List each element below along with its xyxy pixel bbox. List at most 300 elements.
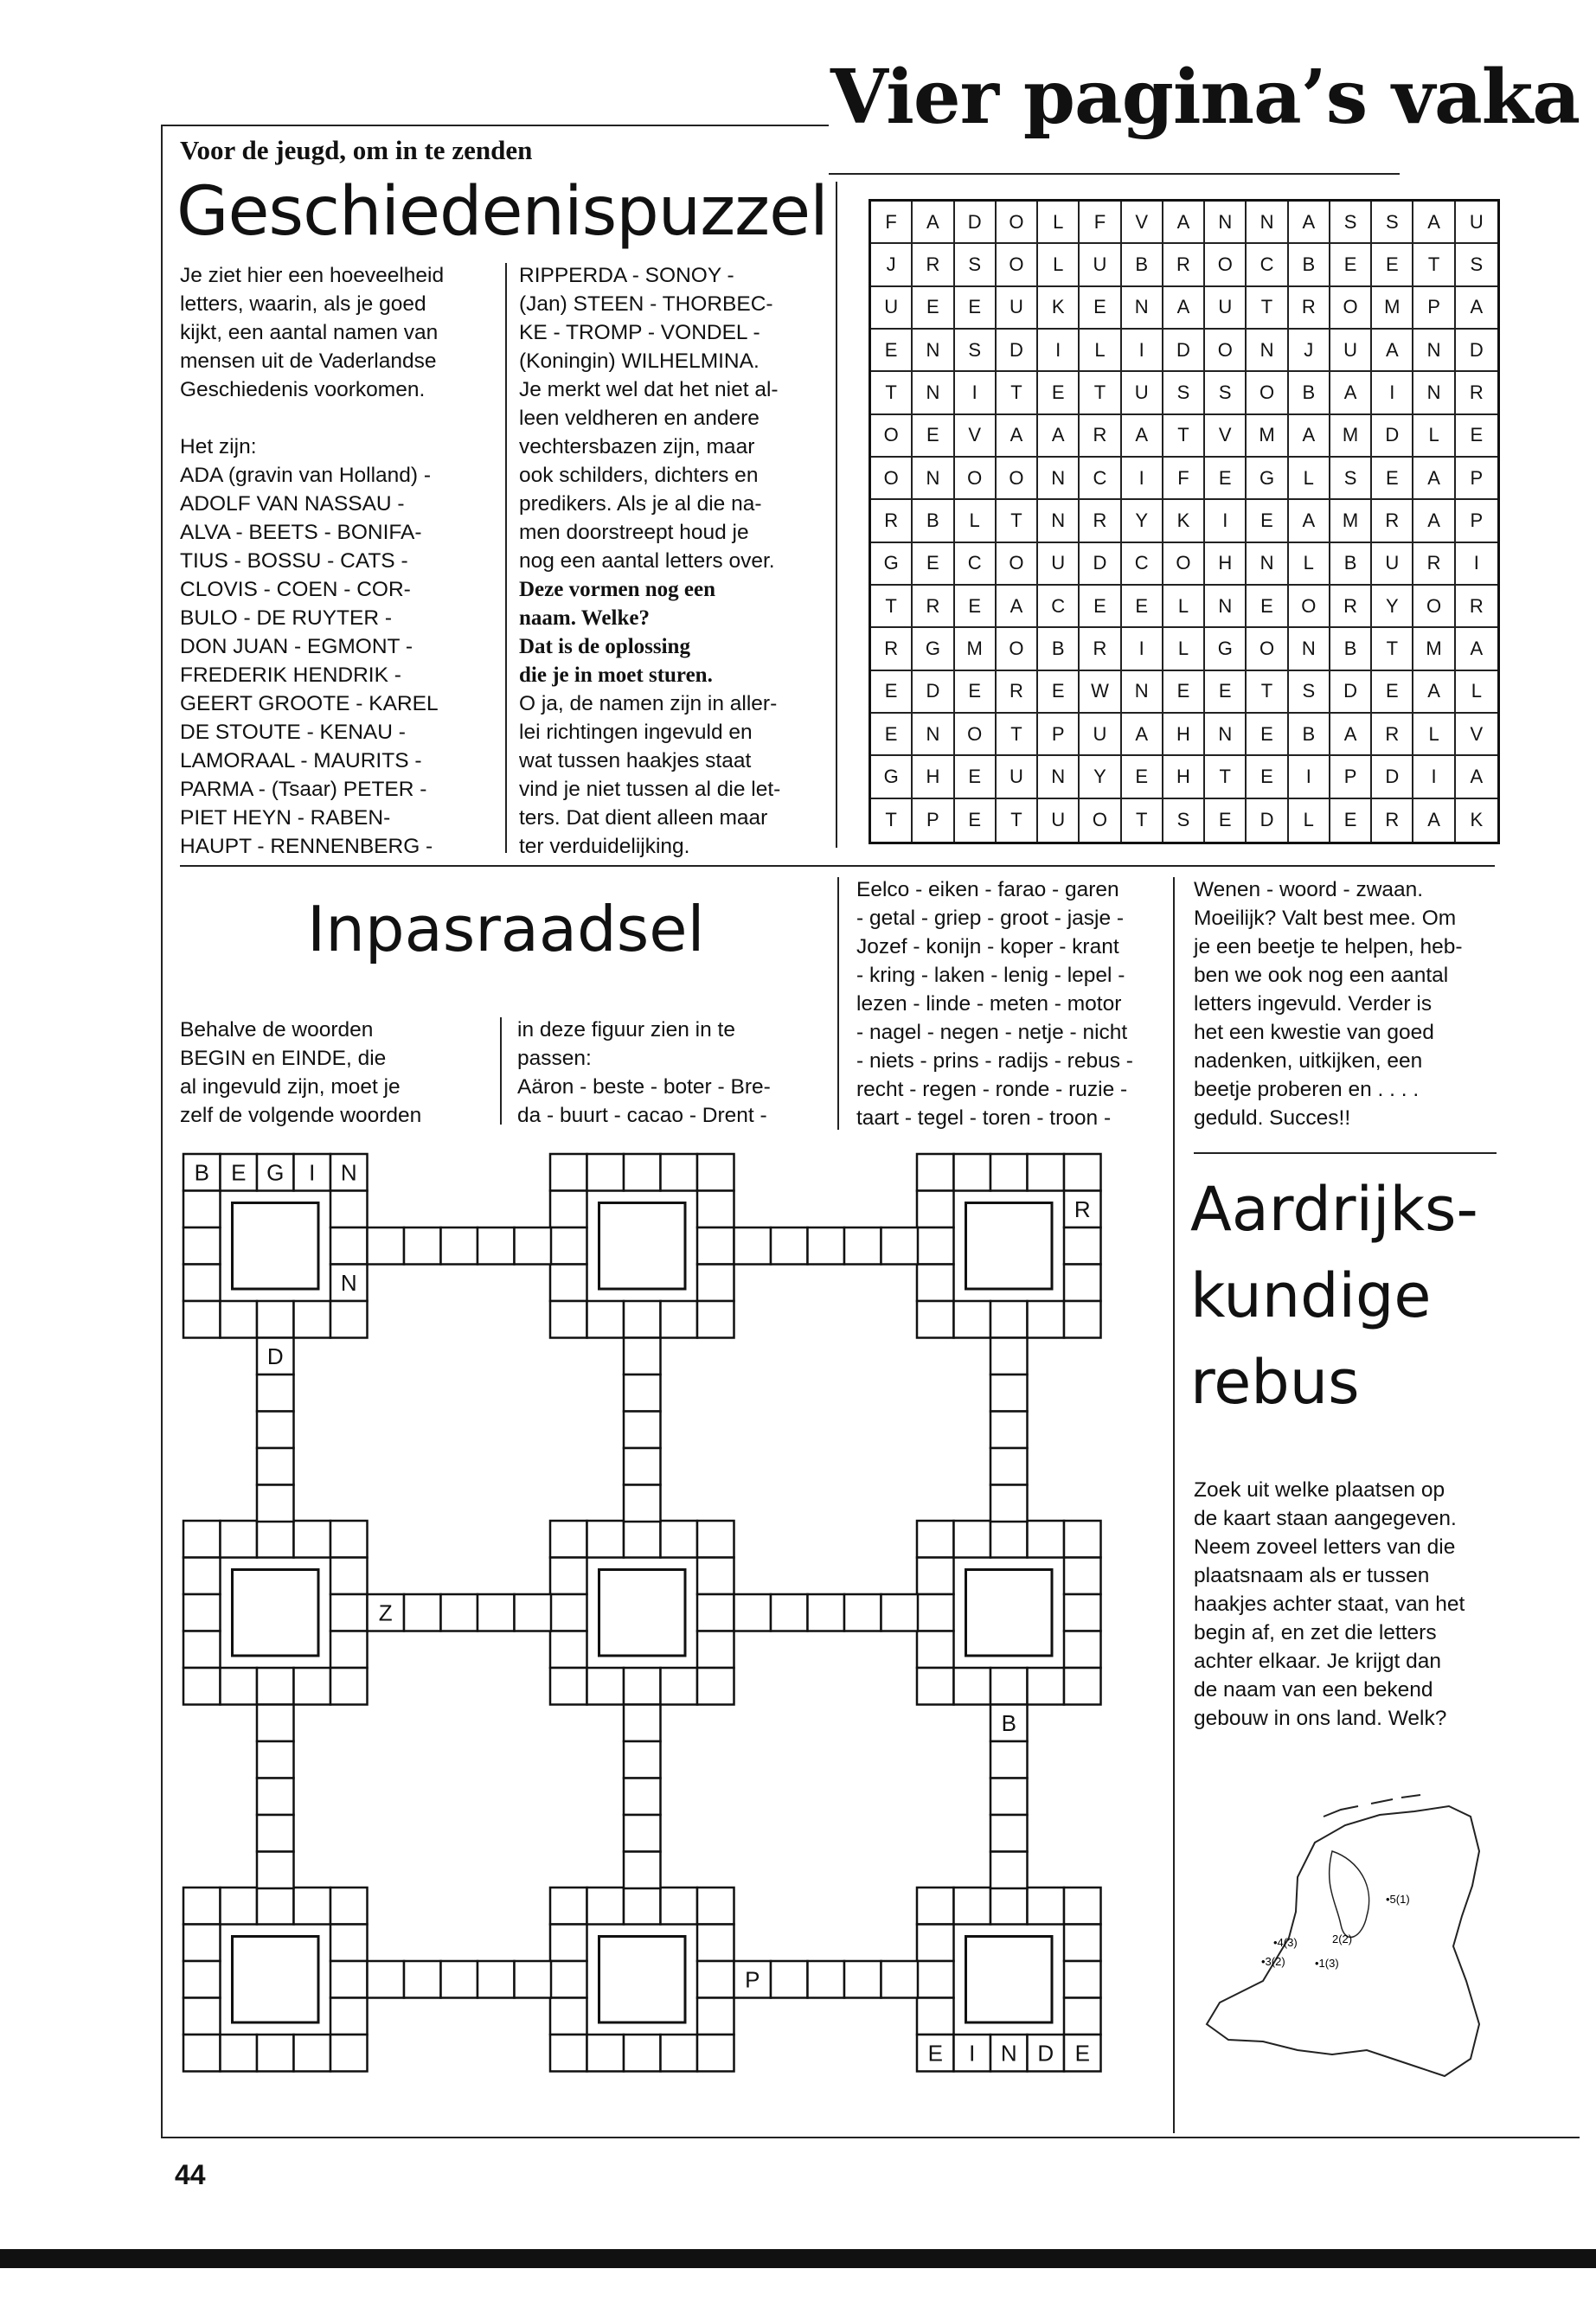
word-search-cell: A bbox=[1413, 458, 1455, 500]
crossword-cell[interactable] bbox=[624, 1485, 661, 1522]
crossword-cell[interactable] bbox=[478, 1961, 515, 1998]
crossword-cell[interactable] bbox=[1064, 1521, 1101, 1558]
word-search-cell: G bbox=[913, 628, 954, 670]
word-search-cell: S bbox=[955, 330, 997, 372]
crossword-cell[interactable] bbox=[550, 1594, 587, 1631]
crossword-letter: R bbox=[1074, 1195, 1091, 1222]
word-search-cell: N bbox=[1038, 756, 1080, 798]
crossword-cell[interactable] bbox=[808, 1227, 845, 1265]
crossword-cell[interactable] bbox=[330, 1558, 368, 1595]
word-search-cell: A bbox=[1330, 714, 1372, 756]
crossword-cell[interactable] bbox=[550, 1998, 587, 2035]
crossword-cell[interactable] bbox=[550, 1191, 587, 1228]
word-search-cell: A bbox=[997, 415, 1038, 458]
text-line: FREDERIK HENDRIK - bbox=[180, 663, 401, 687]
crossword-cell[interactable] bbox=[257, 1815, 294, 1852]
word-search-cell: T bbox=[997, 799, 1038, 842]
crossword-cell[interactable] bbox=[661, 2035, 698, 2072]
crossword-cell[interactable] bbox=[917, 1301, 954, 1338]
word-search-cell: N bbox=[1205, 586, 1247, 628]
crossword-cell[interactable] bbox=[990, 1485, 1028, 1522]
crossword-cell[interactable] bbox=[917, 1594, 954, 1631]
crossword-cell[interactable] bbox=[330, 1998, 368, 2035]
crossword-cell[interactable] bbox=[478, 1594, 515, 1631]
crossword-cell[interactable] bbox=[697, 1961, 734, 1998]
crossword-cell[interactable] bbox=[257, 1705, 294, 1742]
word-search-cell: O bbox=[871, 458, 913, 500]
crossword-cell[interactable] bbox=[624, 1741, 661, 1779]
crossword-cell[interactable] bbox=[1064, 1888, 1101, 1925]
map-label: •4(3) bbox=[1273, 1936, 1298, 1949]
crossword-cell[interactable] bbox=[294, 2035, 331, 2072]
crossword-cell[interactable] bbox=[515, 1594, 552, 1631]
crossword-cell[interactable] bbox=[990, 1448, 1028, 1485]
crossword-cell[interactable] bbox=[990, 1888, 1028, 1925]
crossword-cell[interactable] bbox=[368, 1961, 405, 1998]
word-search-cell: R bbox=[1372, 799, 1413, 842]
crossword-cell[interactable] bbox=[550, 2035, 587, 2072]
crossword-cell[interactable] bbox=[697, 1191, 734, 1228]
word-search-cell: E bbox=[1163, 671, 1205, 714]
crossword-cell[interactable] bbox=[990, 1521, 1028, 1558]
crossword-block bbox=[599, 1203, 686, 1290]
crossword-cell[interactable] bbox=[661, 1521, 698, 1558]
crossword-cell[interactable] bbox=[624, 1338, 661, 1375]
crossword-cell[interactable] bbox=[697, 1521, 734, 1558]
crossword-cell[interactable] bbox=[183, 1925, 221, 1962]
word-search-cell: G bbox=[1205, 628, 1247, 670]
crossword-cell[interactable] bbox=[550, 1925, 587, 1962]
crossword-cell[interactable] bbox=[771, 1594, 808, 1631]
crossword-cell[interactable] bbox=[550, 1227, 587, 1265]
crossword-cell[interactable] bbox=[624, 1301, 661, 1338]
text-line: Je ziet hier een hoeveelheid bbox=[180, 264, 445, 287]
crossword-cell[interactable] bbox=[697, 1558, 734, 1595]
crossword-cell[interactable] bbox=[550, 1154, 587, 1191]
crossword-cell[interactable] bbox=[990, 1741, 1028, 1779]
crossword-cell[interactable] bbox=[257, 1448, 294, 1485]
word-search-cell: U bbox=[1205, 287, 1247, 330]
crossword-cell[interactable] bbox=[441, 1227, 478, 1265]
rebus-body bbox=[1194, 1476, 1497, 1733]
crossword-cell[interactable] bbox=[330, 1961, 368, 1998]
word-search-cell: O bbox=[1205, 330, 1247, 372]
word-search-cell: S bbox=[1456, 244, 1497, 286]
crossword-letter: P bbox=[745, 1966, 760, 1993]
crossword-cell[interactable] bbox=[221, 1301, 258, 1338]
word-search-cell: R bbox=[1456, 372, 1497, 414]
crossword-cell[interactable] bbox=[624, 1705, 661, 1742]
crossword-cell[interactable] bbox=[990, 1815, 1028, 1852]
word-search-cell: T bbox=[871, 372, 913, 414]
word-search-cell: V bbox=[955, 415, 997, 458]
crossword-cell[interactable] bbox=[844, 1227, 881, 1265]
crossword-cell[interactable] bbox=[990, 1301, 1028, 1338]
crossword-cell[interactable] bbox=[330, 2035, 368, 2072]
crossword-cell[interactable] bbox=[1064, 1154, 1101, 1191]
crossword-cell[interactable] bbox=[257, 1412, 294, 1449]
crossword-cell[interactable] bbox=[1064, 1631, 1101, 1669]
crossword-cell[interactable] bbox=[221, 2035, 258, 2072]
word-search-cell: E bbox=[1038, 372, 1080, 414]
word-search-cell: L bbox=[1163, 628, 1205, 670]
crossword-cell[interactable] bbox=[587, 2035, 625, 2072]
crossword-cell[interactable] bbox=[881, 1961, 919, 1998]
crossword-cell[interactable] bbox=[624, 1448, 661, 1485]
crossword-cell[interactable] bbox=[294, 1888, 331, 1925]
crossword-cell[interactable] bbox=[697, 1594, 734, 1631]
crossword-cell[interactable] bbox=[697, 1265, 734, 1302]
crossword-cell[interactable] bbox=[183, 1227, 221, 1265]
word-search-cell: E bbox=[913, 543, 954, 586]
text-line: Het zijn: bbox=[180, 435, 257, 458]
crossword-cell[interactable] bbox=[221, 1668, 258, 1705]
crossword-cell[interactable] bbox=[404, 1594, 441, 1631]
crossword-cell[interactable] bbox=[917, 1265, 954, 1302]
crossword-letter: B bbox=[1001, 1709, 1016, 1736]
word-search-cell: E bbox=[913, 287, 954, 330]
crossword-letter: I bbox=[969, 2040, 976, 2067]
crossword-cell[interactable] bbox=[257, 1668, 294, 1705]
word-search-cell: O bbox=[1330, 287, 1372, 330]
word-search-cell: O bbox=[1163, 543, 1205, 586]
word-search-cell: A bbox=[1372, 330, 1413, 372]
crossword-cell[interactable] bbox=[257, 1852, 294, 1889]
word-search-cell: A bbox=[1289, 202, 1330, 244]
crossword-cell[interactable] bbox=[257, 2035, 294, 2072]
crossword-cell[interactable] bbox=[478, 1227, 515, 1265]
crossword-cell[interactable] bbox=[1064, 1925, 1101, 1962]
crossword-cell[interactable] bbox=[990, 1668, 1028, 1705]
crossword-cell[interactable] bbox=[1064, 1961, 1101, 1998]
crossword-cell[interactable] bbox=[954, 1888, 991, 1925]
crossword-cell[interactable] bbox=[697, 1998, 734, 2035]
text-line: RIPPERDA - SONOY - bbox=[519, 264, 734, 287]
crossword-cell[interactable] bbox=[1064, 1998, 1101, 2035]
crossword-cell[interactable] bbox=[550, 1961, 587, 1998]
word-search-cell: H bbox=[1163, 756, 1205, 798]
crossword-cell[interactable] bbox=[917, 1925, 954, 1962]
crossword-block bbox=[966, 1570, 1053, 1657]
crossword-cell[interactable] bbox=[550, 1265, 587, 1302]
crossword-cell[interactable] bbox=[257, 1779, 294, 1816]
crossword-cell[interactable] bbox=[221, 1521, 258, 1558]
word-search-cell: F bbox=[1080, 202, 1121, 244]
crossword-cell[interactable] bbox=[917, 1631, 954, 1669]
crossword-cell[interactable] bbox=[183, 1961, 221, 1998]
crossword-cell[interactable] bbox=[697, 1925, 734, 1962]
crossword-cell[interactable] bbox=[624, 1888, 661, 1925]
text-line: Zoek uit welke plaatsen op bbox=[1194, 1478, 1445, 1502]
text-line: plaatsnaam als er tussen bbox=[1194, 1564, 1430, 1587]
crossword-cell[interactable] bbox=[661, 1668, 698, 1705]
crossword-cell[interactable] bbox=[734, 1594, 772, 1631]
crossword-cell[interactable] bbox=[550, 1888, 587, 1925]
crossword-cell[interactable] bbox=[881, 1594, 919, 1631]
crossword-cell[interactable] bbox=[330, 1631, 368, 1669]
crossword-cell[interactable] bbox=[1064, 1558, 1101, 1595]
text-line: nadenken, uitkijken, een bbox=[1194, 1049, 1423, 1073]
crossword-cell[interactable] bbox=[990, 1852, 1028, 1889]
word-search-cell: H bbox=[1205, 543, 1247, 586]
crossword-cell[interactable] bbox=[183, 1668, 221, 1705]
crossword-cell[interactable] bbox=[624, 1154, 661, 1191]
crossword-cell[interactable] bbox=[550, 1301, 587, 1338]
word-search-cell: R bbox=[1413, 543, 1455, 586]
word-search-cell: U bbox=[1080, 714, 1121, 756]
crossword-cell[interactable] bbox=[697, 1154, 734, 1191]
crossword-cell[interactable] bbox=[587, 1521, 625, 1558]
crossword-cell[interactable] bbox=[697, 2035, 734, 2072]
word-search-cell: N bbox=[1247, 543, 1288, 586]
text-line: lei richtingen ingevuld en bbox=[519, 721, 753, 744]
text-line: Deze vormen nog een bbox=[519, 578, 716, 601]
text-line: Geschiedenis voorkomen. bbox=[180, 378, 426, 401]
text-line: ALVA - BEETS - BONIFA- bbox=[180, 521, 422, 544]
crossword-cell[interactable] bbox=[954, 1154, 991, 1191]
crossword-block bbox=[599, 1570, 686, 1657]
crossword-cell[interactable] bbox=[624, 2035, 661, 2072]
crossword-cell[interactable] bbox=[368, 1227, 405, 1265]
crossword-cell[interactable] bbox=[1064, 1265, 1101, 1302]
crossword-cell[interactable] bbox=[330, 1925, 368, 1962]
text-line: HAUPT - RENNENBERG - bbox=[180, 835, 433, 858]
crossword-cell[interactable] bbox=[990, 1154, 1028, 1191]
crossword-cell[interactable] bbox=[917, 1154, 954, 1191]
crossword-cell[interactable] bbox=[183, 1521, 221, 1558]
crossword-cell[interactable] bbox=[917, 1888, 954, 1925]
word-search-cell: I bbox=[1289, 756, 1330, 798]
crossword-cell[interactable] bbox=[183, 1558, 221, 1595]
word-search-cell: A bbox=[1413, 500, 1455, 542]
crossword-cell[interactable] bbox=[881, 1227, 919, 1265]
word-search-cell: I bbox=[1413, 756, 1455, 798]
crossword-cell[interactable] bbox=[808, 1594, 845, 1631]
crossword-cell[interactable] bbox=[257, 1485, 294, 1522]
geschiedenis-title: Geschiedenispuzzel bbox=[176, 173, 828, 251]
text-line: men doorstreept houd je bbox=[519, 521, 749, 544]
word-search-cell: E bbox=[1205, 671, 1247, 714]
word-search-cell: L bbox=[955, 500, 997, 542]
crossword-cell[interactable] bbox=[550, 1521, 587, 1558]
text-line: begin af, en zet die letters bbox=[1194, 1621, 1437, 1644]
word-search-cell: R bbox=[1330, 586, 1372, 628]
crossword-cell[interactable] bbox=[183, 1191, 221, 1228]
crossword-cell[interactable] bbox=[1064, 1668, 1101, 1705]
word-search-cell: N bbox=[1247, 202, 1288, 244]
word-search-cell: E bbox=[955, 671, 997, 714]
crossword-cell[interactable] bbox=[330, 1594, 368, 1631]
crossword-cell[interactable] bbox=[1028, 1154, 1065, 1191]
crossword-cell[interactable] bbox=[1064, 1301, 1101, 1338]
crossword-cell[interactable] bbox=[771, 1227, 808, 1265]
crossword-cell[interactable] bbox=[1028, 1888, 1065, 1925]
crossword-cell[interactable] bbox=[808, 1961, 845, 1998]
crossword-cell[interactable] bbox=[990, 1375, 1028, 1412]
crossword-cell[interactable] bbox=[183, 1265, 221, 1302]
crossword-cell[interactable] bbox=[294, 1521, 331, 1558]
crossword-cell[interactable] bbox=[1064, 1594, 1101, 1631]
word-search-cell: E bbox=[1372, 671, 1413, 714]
crossword-cell[interactable] bbox=[697, 1301, 734, 1338]
crossword-cell[interactable] bbox=[844, 1961, 881, 1998]
crossword-cell[interactable] bbox=[624, 1815, 661, 1852]
text-line: recht - regen - ronde - ruzie - bbox=[856, 1078, 1128, 1101]
text-line: haakjes achter staat, van het bbox=[1194, 1593, 1465, 1616]
crossword-cell[interactable] bbox=[330, 1191, 368, 1228]
crossword-cell[interactable] bbox=[183, 1594, 221, 1631]
text-line: leen veldheren en andere bbox=[519, 407, 760, 430]
word-search-cell: A bbox=[1038, 415, 1080, 458]
crossword-cell[interactable] bbox=[697, 1888, 734, 1925]
crossword-cell[interactable] bbox=[404, 1961, 441, 1998]
crossword-cell[interactable] bbox=[917, 1998, 954, 2035]
crossword-cell[interactable] bbox=[624, 1852, 661, 1889]
crossword-cell[interactable] bbox=[294, 1668, 331, 1705]
crossword-cell[interactable] bbox=[330, 1888, 368, 1925]
crossword-cell[interactable] bbox=[294, 1301, 331, 1338]
crossword-cell[interactable] bbox=[990, 1779, 1028, 1816]
word-search-cell: Y bbox=[1122, 500, 1163, 542]
word-search-cell: N bbox=[1413, 372, 1455, 414]
word-search-cell: T bbox=[871, 799, 913, 842]
crossword-cell[interactable] bbox=[954, 1521, 991, 1558]
crossword-cell[interactable] bbox=[587, 1154, 625, 1191]
word-search-cell: E bbox=[955, 756, 997, 798]
crossword-cell[interactable] bbox=[917, 1227, 954, 1265]
word-search-cell: E bbox=[913, 415, 954, 458]
crossword-cell[interactable] bbox=[1064, 1227, 1101, 1265]
crossword-cell[interactable] bbox=[917, 1558, 954, 1595]
crossword-cell[interactable] bbox=[330, 1521, 368, 1558]
inpas-title: Inpasraadsel bbox=[307, 893, 705, 965]
crossword-cell[interactable] bbox=[990, 1412, 1028, 1449]
word-search-cell: E bbox=[1372, 458, 1413, 500]
crossword-cell[interactable] bbox=[257, 1741, 294, 1779]
crossword-cell[interactable] bbox=[330, 1668, 368, 1705]
text-line: ADOLF VAN NASSAU - bbox=[180, 492, 405, 516]
crossword-cell[interactable] bbox=[624, 1375, 661, 1412]
crossword-cell[interactable] bbox=[221, 1888, 258, 1925]
crossword-cell[interactable] bbox=[257, 1521, 294, 1558]
crossword-cell[interactable] bbox=[917, 1191, 954, 1228]
crossword-cell[interactable] bbox=[734, 1227, 772, 1265]
crossword-cell[interactable] bbox=[624, 1412, 661, 1449]
crossword-cell[interactable] bbox=[1028, 1301, 1065, 1338]
crossword-cell[interactable] bbox=[917, 1961, 954, 1998]
crossword-letter: D bbox=[266, 1343, 284, 1369]
crossword-cell[interactable] bbox=[330, 1301, 368, 1338]
crossword-cell[interactable] bbox=[330, 1227, 368, 1265]
crossword-cell[interactable] bbox=[1028, 1521, 1065, 1558]
word-search-cell: E bbox=[1247, 756, 1288, 798]
crossword-cell[interactable] bbox=[917, 1668, 954, 1705]
crossword-cell[interactable] bbox=[624, 1668, 661, 1705]
text-line: Wenen - woord - zwaan. bbox=[1194, 878, 1424, 901]
crossword-cell[interactable] bbox=[183, 1631, 221, 1669]
word-search-cell: S bbox=[1330, 202, 1372, 244]
crossword-cell[interactable] bbox=[697, 1631, 734, 1669]
crossword-cell[interactable] bbox=[587, 1888, 625, 1925]
crossword-cell[interactable] bbox=[624, 1779, 661, 1816]
crossword-cell[interactable] bbox=[917, 1521, 954, 1558]
word-search-cell: R bbox=[1080, 628, 1121, 670]
text-line: DON JUAN - EGMONT - bbox=[180, 635, 413, 658]
word-search-cell: I bbox=[1038, 330, 1080, 372]
crossword-cell[interactable] bbox=[550, 1558, 587, 1595]
crossword-cell[interactable] bbox=[183, 1888, 221, 1925]
crossword-letter: Z bbox=[378, 1599, 393, 1626]
crossword-letter: E bbox=[231, 1159, 247, 1186]
crossword-cell[interactable] bbox=[404, 1227, 441, 1265]
text-line: KE - TROMP - VONDEL - bbox=[519, 321, 760, 344]
text-line: TIUS - BOSSU - CATS - bbox=[180, 549, 408, 573]
crossword-cell[interactable] bbox=[954, 1668, 991, 1705]
crossword-cell[interactable] bbox=[257, 1888, 294, 1925]
word-search-cell: E bbox=[1205, 458, 1247, 500]
word-search-cell: G bbox=[1247, 458, 1288, 500]
word-search-cell: R bbox=[871, 628, 913, 670]
word-search-cell: D bbox=[1372, 756, 1413, 798]
word-search-cell: A bbox=[1163, 202, 1205, 244]
crossword-cell[interactable] bbox=[550, 1631, 587, 1669]
word-search-cell: A bbox=[1289, 415, 1330, 458]
crossword-cell[interactable] bbox=[1028, 1668, 1065, 1705]
crossword-cell[interactable] bbox=[257, 1375, 294, 1412]
rebus-title-line: Aardrijks- bbox=[1190, 1174, 1478, 1245]
crossword-cell[interactable] bbox=[844, 1594, 881, 1631]
word-search-cell: T bbox=[1413, 244, 1455, 286]
word-search-cell: V bbox=[1456, 714, 1497, 756]
word-search-cell: R bbox=[1163, 244, 1205, 286]
word-search-cell: L bbox=[1289, 458, 1330, 500]
crossword-cell[interactable] bbox=[624, 1521, 661, 1558]
crossword-cell[interactable] bbox=[771, 1961, 808, 1998]
crossword-cell[interactable] bbox=[441, 1961, 478, 1998]
crossword-cell[interactable] bbox=[183, 2035, 221, 2072]
crossword-cell[interactable] bbox=[661, 1888, 698, 1925]
crossword-cell[interactable] bbox=[954, 1301, 991, 1338]
crossword-cell[interactable] bbox=[990, 1338, 1028, 1375]
crossword-cell[interactable] bbox=[697, 1668, 734, 1705]
crossword-cell[interactable] bbox=[183, 1998, 221, 2035]
word-search-cell: W bbox=[1080, 671, 1121, 714]
crossword-cell[interactable] bbox=[587, 1301, 625, 1338]
crossword-cell[interactable] bbox=[183, 1301, 221, 1338]
word-search-cell: L bbox=[1413, 714, 1455, 756]
crossword-cell[interactable] bbox=[587, 1668, 625, 1705]
crossword-cell[interactable] bbox=[257, 1301, 294, 1338]
crossword-cell[interactable] bbox=[697, 1227, 734, 1265]
crossword-cell[interactable] bbox=[661, 1301, 698, 1338]
word-search-cell: F bbox=[871, 202, 913, 244]
word-search-cell: R bbox=[1289, 287, 1330, 330]
crossword-cell[interactable] bbox=[515, 1227, 552, 1265]
word-search-cell: B bbox=[1289, 244, 1330, 286]
word-search-cell: N bbox=[913, 330, 954, 372]
word-search-cell: A bbox=[1122, 415, 1163, 458]
rebus-title bbox=[1190, 1166, 1478, 1426]
crossword-cell[interactable] bbox=[515, 1961, 552, 1998]
word-search-cell: L bbox=[1038, 202, 1080, 244]
crossword-cell[interactable] bbox=[550, 1668, 587, 1705]
text-line: Neem zoveel letters van die bbox=[1194, 1535, 1456, 1559]
text-line: Dat is de oplossing bbox=[519, 635, 690, 658]
crossword-cell[interactable] bbox=[661, 1154, 698, 1191]
word-search-cell: A bbox=[1456, 287, 1497, 330]
crossword-block bbox=[233, 1203, 319, 1290]
crossword-cell[interactable] bbox=[441, 1594, 478, 1631]
